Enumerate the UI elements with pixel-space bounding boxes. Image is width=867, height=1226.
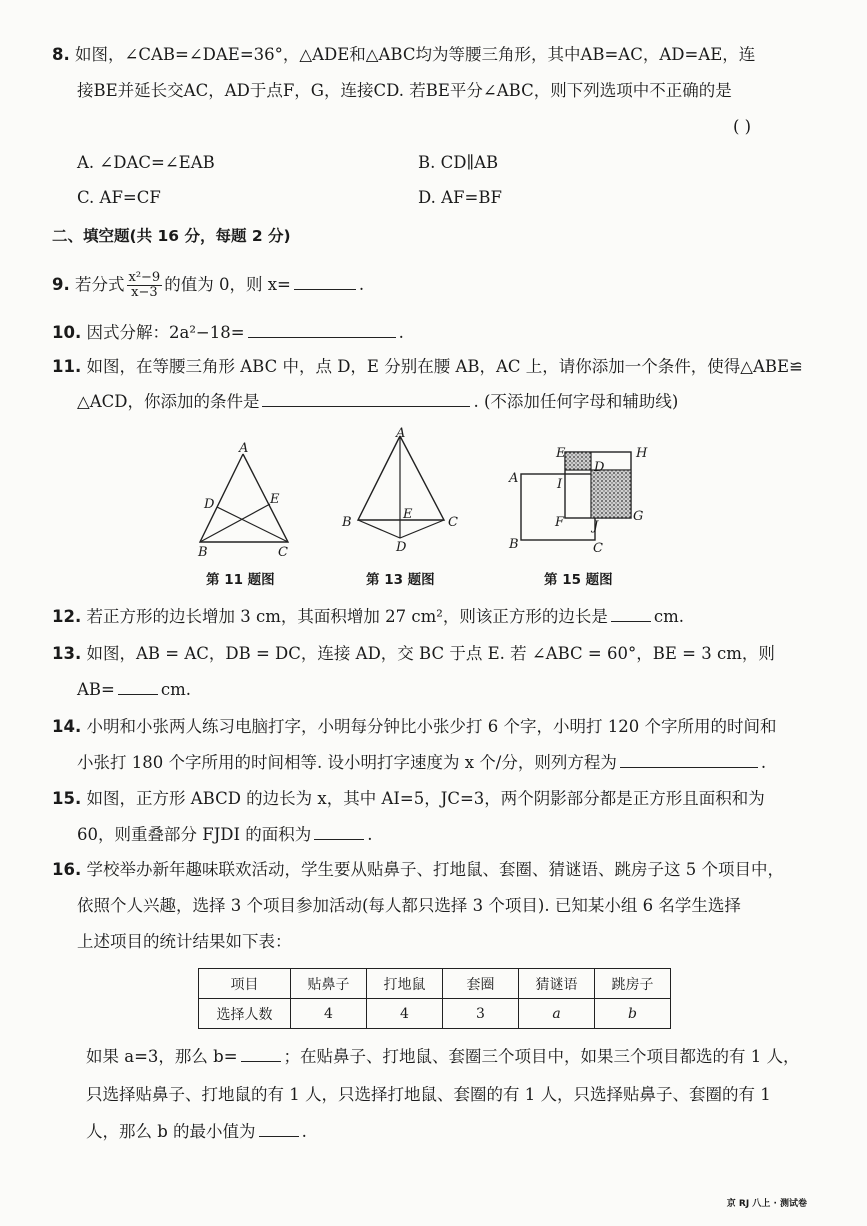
q15-number: 15. [52, 789, 82, 808]
q11-number: 11. [52, 357, 82, 376]
page-footer: 京 RJ 八上 · 测试卷 [726, 1199, 807, 1209]
q15-answer-blank[interactable] [314, 825, 364, 840]
q8-line1 [52, 44, 755, 66]
q13-stem-line2b: cm. [160, 680, 192, 699]
q15-line1 [52, 788, 765, 810]
stats-header-cell: 套圈 [443, 969, 519, 999]
q16-stem-line1: 学校举办新年趣味联欢活动，学生要从贴鼻子、打地鼠、套圈、猜谜语、跳房子这 5 个项目中， [86, 860, 784, 879]
stats-value-cell: 4 [367, 999, 443, 1029]
figure-13 [338, 424, 468, 559]
q9-denominator: x−3 [131, 285, 158, 300]
q13-line2 [77, 679, 191, 701]
fig15-label-f: F [555, 515, 565, 530]
q8-stem-line1: 如图，∠CAB=∠DAE=36°，△ADE和△ABC均为等腰三角形，其中AB=AC，AD=AE，连 [75, 45, 756, 64]
q16-stem-line3: 上述项目的统计结果如下表： [77, 932, 292, 951]
q8-stem-line2: 接BE并延长交AC，AD于点F，G，连接CD. 若BE平分∠ABC，则下列选项中不正确的是 [77, 81, 732, 100]
q16-line1 [52, 859, 784, 881]
stats-table [198, 968, 671, 1029]
fig13-triangle [358, 436, 444, 520]
q8-option-b[interactable]: B. CD∥AB [418, 153, 499, 172]
fig15-label-h: H [636, 446, 648, 461]
q8-option-c[interactable]: C. AF=CF [77, 188, 161, 207]
q13-stem-line2a: AB= [77, 680, 115, 699]
q13-stem-line1: 如图，AB = AC，DB = DC，连接 AD，交 BC 于点 E. 若 ∠ABC = 60°，BE = 3 cm，则 [86, 644, 775, 663]
q16-after-line1 [86, 1046, 800, 1068]
q11-stem-line2b: . (不添加任何字母和辅助线) [473, 392, 679, 411]
q11-stem-line2a: △ACD，你添加的条件是 [77, 392, 260, 411]
fig13-line-bdc [358, 520, 444, 538]
q9-numerator: x²−9 [128, 270, 161, 285]
q9-after: 的值为 0，则 x= [164, 275, 291, 294]
stats-value-row [199, 999, 671, 1029]
fig11-label-d: D [204, 497, 215, 512]
figure-11 [190, 438, 300, 563]
q16-line3 [77, 931, 292, 953]
fig11-label-a: A [239, 441, 249, 456]
q14-line1 [52, 716, 776, 738]
q12-number: 12. [52, 607, 82, 626]
stats-value-cell: 选择人数 [199, 999, 291, 1029]
stats-header-cell: 项目 [199, 969, 291, 999]
fig15-label-a: A [509, 471, 519, 486]
q10-line [52, 322, 404, 344]
fig13-label-d: D [396, 540, 407, 555]
q11-answer-blank[interactable] [262, 392, 470, 407]
fig11-label-b: B [198, 545, 208, 560]
q16-answer-blank-2[interactable] [259, 1122, 299, 1137]
q13-answer-blank[interactable] [118, 680, 158, 695]
stats-value-cell: 3 [443, 999, 519, 1029]
q16-after-line2 [86, 1084, 771, 1106]
q14-line2 [77, 752, 766, 774]
fig15-label-e: E [556, 446, 566, 461]
q9-end: . [358, 275, 365, 294]
stats-header-cell: 打地鼠 [367, 969, 443, 999]
q11-line2 [77, 391, 678, 413]
q9-before: 若分式 [75, 275, 125, 294]
q14-stem-line1: 小明和小张两人练习电脑打字，小明每分钟比小张少打 6 个字，小明打 120 个字所用的时间和 [86, 717, 777, 736]
q9-line [52, 268, 364, 302]
q10-text: 因式分解：2a²−18= [86, 323, 245, 342]
q11-stem-line1: 如图，在等腰三角形 ABC 中，点 D，E 分别在腰 AB，AC 上，请你添加一个条件，使得△ABE≌ [86, 357, 803, 376]
q16-answer-blank-1[interactable] [241, 1047, 281, 1062]
q14-stem-line2: 小张打 180 个字所用的时间相等. 设小明打字速度为 x 个/分，则列方程为 [77, 753, 617, 772]
q10-end: . [398, 323, 404, 342]
fig15-shaded-large [591, 470, 631, 518]
q12-text: 若正方形的边长增加 3 cm，其面积增加 27 cm²，则该正方形的边长是 [86, 607, 608, 626]
q14-answer-blank[interactable] [620, 753, 758, 768]
q14-number: 14. [52, 717, 82, 736]
stats-header-row [199, 969, 671, 999]
fig15-label-c: C [593, 541, 603, 556]
q16-after1a: 如果 a=3，那么 b= [86, 1047, 238, 1066]
fig11-label-c: C [278, 545, 288, 560]
q8-option-d[interactable]: D. AF=BF [418, 188, 502, 207]
fig13-label-b: B [342, 515, 352, 530]
q16-number: 16. [52, 860, 82, 879]
q10-answer-blank[interactable] [248, 323, 396, 338]
fig15-label-i: I [557, 477, 563, 492]
figure-15 [505, 440, 655, 558]
fig13-caption: 第 13 题图 [366, 572, 435, 588]
fig15-label-g: G [633, 509, 644, 524]
q16-after3b: . [301, 1122, 307, 1141]
q16-stem-line2: 依照个人兴趣，选择 3 个项目参加活动(每人都只选择 3 个项目). 已知某小组 6 名学生选择 [77, 896, 741, 915]
fig15-label-d: D [594, 460, 605, 475]
stats-value-cell: b [595, 999, 671, 1029]
q10-number: 10. [52, 323, 82, 342]
q16-after-line3 [86, 1121, 307, 1143]
q14-end: . [760, 753, 767, 772]
stats-value-cell: 4 [291, 999, 367, 1029]
fig11-line-cd [217, 507, 288, 542]
fig13-label-c: C [448, 515, 458, 530]
q12-answer-blank[interactable] [611, 607, 651, 622]
q9-answer-blank[interactable] [294, 275, 356, 290]
q15-line2 [77, 824, 373, 846]
q9-fraction [127, 271, 163, 300]
fig15-caption: 第 15 题图 [544, 572, 613, 588]
q16-line2 [77, 895, 741, 917]
q13-line1 [52, 643, 775, 665]
q8-line2 [77, 80, 732, 102]
fig15-label-j: J [593, 519, 599, 534]
stats-header-cell: 贴鼻子 [291, 969, 367, 999]
q15-end: . [367, 825, 373, 844]
stats-header-cell: 跳房子 [595, 969, 671, 999]
fig11-label-e: E [270, 492, 280, 507]
fig13-label-a: A [396, 426, 406, 441]
q9-number: 9. [52, 275, 70, 294]
fig13-label-e: E [403, 507, 413, 522]
q13-number: 13. [52, 644, 82, 663]
answer-paren[interactable]: ( ) [733, 117, 752, 136]
q16-after2: 只选择贴鼻子、打地鼠的有 1 人，只选择打地鼠、套圈的有 1 人，只选择贴鼻子、套圈的有 1 [86, 1085, 771, 1104]
q8-option-a[interactable]: A. ∠DAC=∠EAB [77, 153, 215, 172]
q16-after1b: ；在贴鼻子、打地鼠、套圈三个项目中，如果三个项目都选的有 1 人， [283, 1047, 800, 1066]
fig15-shaded-small [565, 452, 591, 470]
fig11-caption: 第 11 题图 [206, 572, 275, 588]
q15-stem-line2: 60，则重叠部分 FJDI 的面积为 [77, 825, 312, 844]
section-title: 二、填空题(共 16 分，每题 2 分) [52, 227, 291, 245]
fig15-label-b: B [509, 537, 519, 552]
stats-value-cell: a [519, 999, 595, 1029]
q8-number: 8. [52, 45, 70, 64]
q12-end: cm. [653, 607, 684, 626]
q16-after3a: 人，那么 b 的最小值为 [86, 1122, 256, 1141]
q12-line [52, 606, 684, 628]
stats-header-cell: 猜谜语 [519, 969, 595, 999]
q15-stem-line1: 如图，正方形 ABCD 的边长为 x，其中 AI=5，JC=3，两个阴影部分都是正方形且面积和为 [86, 789, 765, 808]
q11-line1 [52, 356, 803, 378]
